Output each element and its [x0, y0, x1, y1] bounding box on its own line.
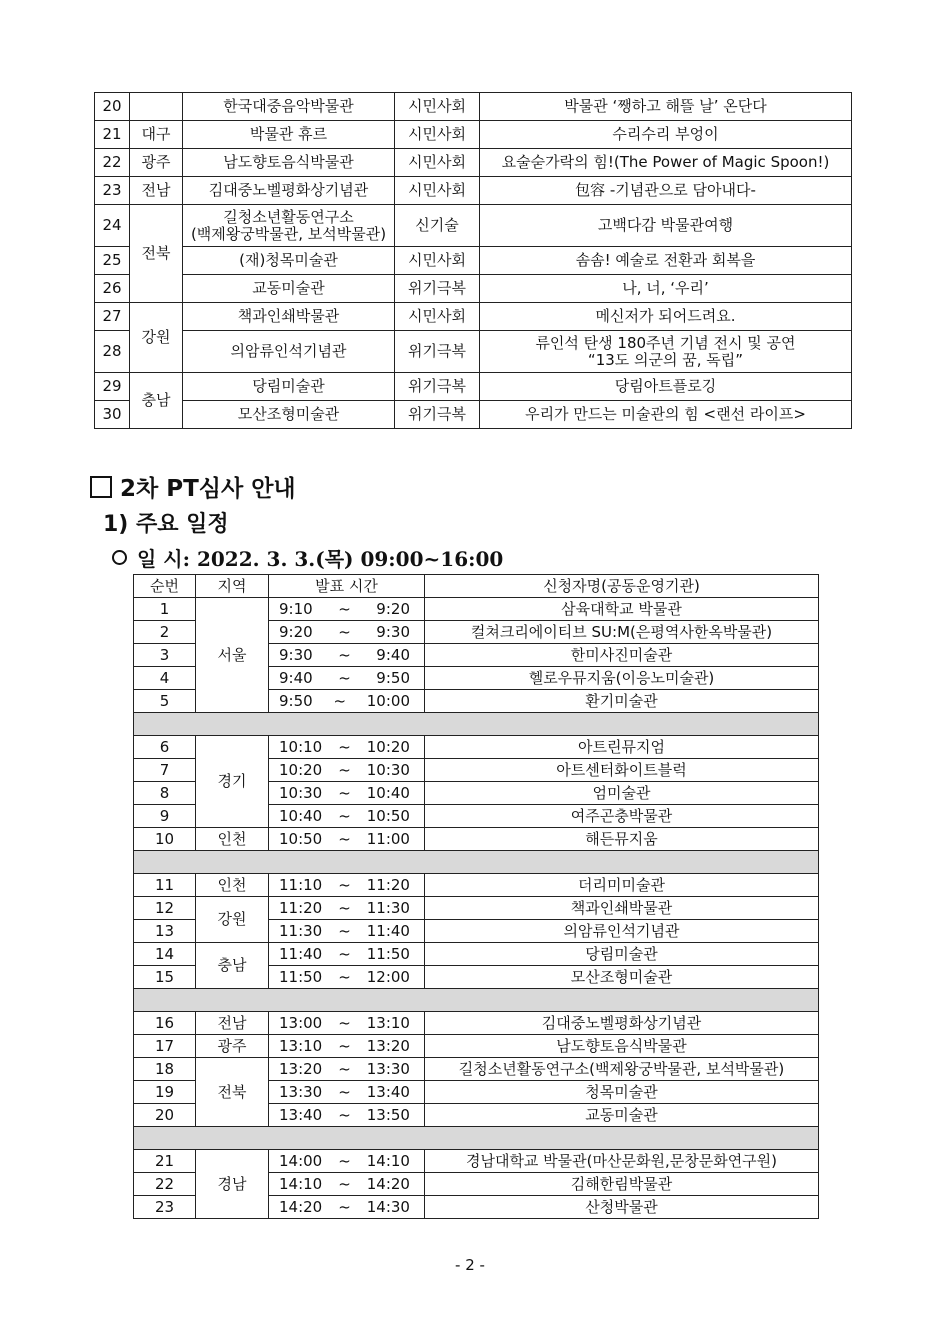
time-cell [269, 690, 425, 713]
program-title: 요술숟가락의 힘!(The Power of Magic Spoon!) [480, 149, 852, 177]
row-number: 12 [134, 897, 196, 920]
time-separator: ~ [338, 1059, 351, 1078]
org-name: 모산조형미술관 [183, 401, 395, 429]
time-separator: ~ [338, 944, 351, 963]
time-end: 13:20 [366, 1036, 410, 1055]
time-range [269, 1199, 424, 1216]
break-cell [134, 1127, 819, 1150]
time-start: 9:10 [279, 599, 313, 618]
schedule-header-row [134, 575, 819, 598]
time-start: 11:10 [279, 875, 323, 894]
time-cell [269, 667, 425, 690]
row-number: 7 [134, 759, 196, 782]
org-name: 경남대학교 박물관(마산문화원,문창문화연구원) [425, 1150, 819, 1173]
schedule-row [134, 1012, 819, 1035]
row-number: 4 [134, 667, 196, 690]
region-cell: 인천 [196, 828, 269, 851]
org-name: 남도향토음식박물관 [183, 149, 395, 177]
page-number: - 2 - [455, 1256, 485, 1274]
row-number: 10 [134, 828, 196, 851]
row-number: 5 [134, 690, 196, 713]
org-name: 길청소년활동연구소(백제왕궁박물관, 보석박물관) [425, 1058, 819, 1081]
time-cell [269, 621, 425, 644]
time-end: 13:30 [366, 1059, 410, 1078]
org-name: 당림미술관 [425, 943, 819, 966]
table-row [95, 121, 852, 149]
time-separator: ~ [338, 645, 351, 664]
schedule-row [134, 1058, 819, 1081]
time-start: 11:50 [279, 967, 323, 986]
time-range [269, 693, 424, 710]
time-cell [269, 920, 425, 943]
time-start: 14:00 [279, 1151, 323, 1170]
time-start: 13:20 [279, 1059, 323, 1078]
row-number: 22 [134, 1173, 196, 1196]
program-title: 당림아트플로깅 [480, 373, 852, 401]
table-row [95, 247, 852, 275]
time-start: 10:50 [279, 829, 323, 848]
org-name: 김대중노벨평화상기념관 [425, 1012, 819, 1035]
table-row [95, 275, 852, 303]
program-title: 우리가 만드는 미술관의 힘 <랜선 라이프> [480, 401, 852, 429]
region-cell: 경남 [196, 1150, 269, 1219]
break-cell [134, 713, 819, 736]
time-cell [269, 1035, 425, 1058]
org-name: 김해한림박물관 [425, 1173, 819, 1196]
region-cell: 충남 [196, 943, 269, 989]
time-end: 10:30 [366, 760, 410, 779]
time-range [269, 946, 424, 963]
time-cell [269, 736, 425, 759]
time-cell [269, 1196, 425, 1219]
time-start: 9:50 [279, 691, 313, 710]
row-number: 6 [134, 736, 196, 759]
time-start: 11:40 [279, 944, 323, 963]
program-title: 메신저가 되어드려요. [480, 303, 852, 331]
time-separator: ~ [338, 783, 351, 802]
row-number: 30 [95, 401, 130, 429]
time-range [269, 969, 424, 986]
time-cell [269, 782, 425, 805]
org-name: 산청박물관 [425, 1196, 819, 1219]
time-separator: ~ [338, 1013, 351, 1032]
time-cell [269, 598, 425, 621]
org-name: 당림미술관 [183, 373, 395, 401]
time-end: 14:10 [366, 1151, 410, 1170]
time-cell [269, 1058, 425, 1081]
org-name: 엄미술관 [425, 782, 819, 805]
row-number: 3 [134, 644, 196, 667]
category: 시민사회 [395, 149, 480, 177]
row-number: 2 [134, 621, 196, 644]
time-end: 14:30 [366, 1197, 410, 1216]
time-cell [269, 759, 425, 782]
time-start: 11:30 [279, 921, 323, 940]
row-number: 16 [134, 1012, 196, 1035]
time-end: 9:20 [376, 599, 410, 618]
time-separator: ~ [338, 921, 351, 940]
org-name: 환기미술관 [425, 690, 819, 713]
time-range [269, 831, 424, 848]
region-cell: 광주 [130, 149, 183, 177]
time-separator: ~ [338, 898, 351, 917]
break-separator-row [134, 989, 819, 1012]
time-end: 9:30 [376, 622, 410, 641]
org-name: 해든뮤지움 [425, 828, 819, 851]
time-start: 14:20 [279, 1197, 323, 1216]
time-cell [269, 1104, 425, 1127]
region-cell: 대구 [130, 121, 183, 149]
org-name: 더리미미술관 [425, 874, 819, 897]
break-separator-row [134, 851, 819, 874]
org-name: 여주곤충박물관 [425, 805, 819, 828]
org-name: 박물관 휴르 [183, 121, 395, 149]
org-name: 교동미술관 [183, 275, 395, 303]
time-start: 10:20 [279, 760, 323, 779]
time-end: 10:50 [366, 806, 410, 825]
time-separator: ~ [338, 875, 351, 894]
table-row [95, 401, 852, 429]
category: 위기극복 [395, 275, 480, 303]
region-cell: 전남 [196, 1012, 269, 1035]
time-start: 10:40 [279, 806, 323, 825]
org-name: 아트린뮤지엄 [425, 736, 819, 759]
time-separator: ~ [338, 760, 351, 779]
org-name: 한국대중음악박물관 [183, 93, 395, 121]
row-number: 8 [134, 782, 196, 805]
org-name: 의암류인석기념관 [183, 331, 395, 373]
category: 위기극복 [395, 401, 480, 429]
schedule-row [134, 1150, 819, 1173]
time-separator: ~ [338, 1105, 351, 1124]
program-title: 솜솜! 예술로 전환과 회복을 [480, 247, 852, 275]
row-number: 28 [95, 331, 130, 373]
row-number: 15 [134, 966, 196, 989]
row-number: 24 [95, 205, 130, 247]
time-start: 11:20 [279, 898, 323, 917]
row-number: 18 [134, 1058, 196, 1081]
checkbox-square-icon [90, 476, 112, 498]
row-number: 25 [95, 247, 130, 275]
row-number: 26 [95, 275, 130, 303]
header-no: 순번 [134, 575, 196, 598]
schedule-row [134, 874, 819, 897]
time-range [269, 647, 424, 664]
section-subtitle: 1) 주요 일정 [103, 512, 229, 537]
time-separator: ~ [338, 737, 351, 756]
table-row [95, 205, 852, 247]
program-title: 고백다감 박물관여행 [480, 205, 852, 247]
time-range [269, 900, 424, 917]
break-cell [134, 851, 819, 874]
time-start: 9:30 [279, 645, 313, 664]
org-name: 길청소년활동연구소 (백제왕궁박물관, 보석박물관) [183, 205, 395, 247]
time-separator: ~ [338, 622, 351, 641]
time-end: 12:00 [366, 967, 410, 986]
table-row [95, 303, 852, 331]
time-separator: ~ [338, 668, 351, 687]
category: 시민사회 [395, 177, 480, 205]
time-separator: ~ [338, 1174, 351, 1193]
time-range [269, 601, 424, 618]
time-range [269, 1107, 424, 1124]
header-region: 지역 [196, 575, 269, 598]
row-number: 1 [134, 598, 196, 621]
org-name: 남도향토음식박물관 [425, 1035, 819, 1058]
time-range [269, 624, 424, 641]
time-separator: ~ [338, 1082, 351, 1101]
time-range [269, 808, 424, 825]
time-range [269, 1015, 424, 1032]
org-name: 한미사진미술관 [425, 644, 819, 667]
region-cell: 인천 [196, 874, 269, 897]
row-number: 29 [95, 373, 130, 401]
section-title: 2차 PT심사 안내 [90, 470, 296, 503]
time-end: 10:00 [366, 691, 410, 710]
time-separator: ~ [338, 806, 351, 825]
schedule-table [133, 574, 819, 1219]
time-range [269, 762, 424, 779]
time-separator: ~ [338, 599, 351, 618]
row-number: 9 [134, 805, 196, 828]
time-end: 10:40 [366, 783, 410, 802]
row-number: 23 [134, 1196, 196, 1219]
org-name: 컬쳐크리에이티브 SU:M(은평역사한옥박물관) [425, 621, 819, 644]
time-end: 11:20 [366, 875, 410, 894]
region-cell: 강원 [130, 303, 183, 373]
time-cell [269, 966, 425, 989]
row-number: 17 [134, 1035, 196, 1058]
time-cell [269, 897, 425, 920]
region-cell: 서울 [196, 598, 269, 713]
region-cell: 전북 [196, 1058, 269, 1127]
region-cell: 경기 [196, 736, 269, 828]
time-start: 10:30 [279, 783, 323, 802]
time-range [269, 1153, 424, 1170]
time-end: 13:10 [366, 1013, 410, 1032]
region-cell: 강원 [196, 897, 269, 943]
table-row [95, 149, 852, 177]
break-separator-row [134, 713, 819, 736]
time-cell [269, 1081, 425, 1104]
time-end: 9:40 [376, 645, 410, 664]
time-separator: ~ [338, 829, 351, 848]
program-title: 包容 -기념관으로 담아내다- [480, 177, 852, 205]
row-number: 19 [134, 1081, 196, 1104]
program-title: 수리수리 부엉이 [480, 121, 852, 149]
time-end: 14:20 [366, 1174, 410, 1193]
time-end: 10:20 [366, 737, 410, 756]
region-cell: 전남 [130, 177, 183, 205]
category: 신기술 [395, 205, 480, 247]
time-range [269, 923, 424, 940]
time-cell [269, 828, 425, 851]
table-row [95, 177, 852, 205]
org-name: 삼육대학교 박물관 [425, 598, 819, 621]
category: 위기극복 [395, 331, 480, 373]
category: 시민사회 [395, 247, 480, 275]
row-number: 11 [134, 874, 196, 897]
time-separator: ~ [338, 967, 351, 986]
region-cell: 광주 [196, 1035, 269, 1058]
program-title: 나, 너, ‘우리’ [480, 275, 852, 303]
org-name: (재)청목미술관 [183, 247, 395, 275]
time-start: 14:10 [279, 1174, 323, 1193]
org-name: 책과인쇄박물관 [183, 303, 395, 331]
org-name: 책과인쇄박물관 [425, 897, 819, 920]
time-cell [269, 874, 425, 897]
time-cell [269, 1012, 425, 1035]
category: 시민사회 [395, 303, 480, 331]
category: 시민사회 [395, 93, 480, 121]
org-name: 모산조형미술관 [425, 966, 819, 989]
time-range [269, 1084, 424, 1101]
time-end: 9:50 [376, 668, 410, 687]
row-number: 27 [95, 303, 130, 331]
time-separator: ~ [338, 1036, 351, 1055]
category: 위기극복 [395, 373, 480, 401]
time-range [269, 1176, 424, 1193]
schedule-row [134, 828, 819, 851]
row-number: 21 [95, 121, 130, 149]
time-cell [269, 1173, 425, 1196]
schedule-row [134, 943, 819, 966]
time-cell [269, 805, 425, 828]
time-separator: ~ [333, 691, 347, 710]
region-cell: 충남 [130, 373, 183, 429]
table-row [95, 93, 852, 121]
org-name: 의암류인석기념관 [425, 920, 819, 943]
time-end: 13:50 [366, 1105, 410, 1124]
time-range [269, 1061, 424, 1078]
time-range [269, 877, 424, 894]
row-number: 20 [134, 1104, 196, 1127]
row-number: 20 [95, 93, 130, 121]
program-title: 박물관 ‘쨍하고 해뜰 날’ 온단다 [480, 93, 852, 121]
schedule-row [134, 598, 819, 621]
org-name: 교동미술관 [425, 1104, 819, 1127]
row-number: 22 [95, 149, 130, 177]
time-cell [269, 943, 425, 966]
time-start: 13:30 [279, 1082, 323, 1101]
org-name: 헬로우뮤지움(이응노미술관) [425, 667, 819, 690]
row-number: 23 [95, 177, 130, 205]
category: 시민사회 [395, 121, 480, 149]
schedule-row [134, 736, 819, 759]
time-start: 9:40 [279, 668, 313, 687]
time-end: 11:40 [366, 921, 410, 940]
program-table [94, 92, 852, 429]
time-start: 13:00 [279, 1013, 323, 1032]
time-start: 13:40 [279, 1105, 323, 1124]
row-number: 13 [134, 920, 196, 943]
time-end: 11:00 [366, 829, 410, 848]
org-name: 청목미술관 [425, 1081, 819, 1104]
time-start: 10:10 [279, 737, 323, 756]
time-range [269, 1038, 424, 1055]
table-row [95, 373, 852, 401]
program-title: 류인석 탄생 180주년 기념 전시 및 공연 “13도 의군의 꿈, 독립” [480, 331, 852, 373]
header-time: 발표 시간 [269, 575, 425, 598]
time-end: 11:30 [366, 898, 410, 917]
org-name: 아트센터화이트블럭 [425, 759, 819, 782]
time-separator: ~ [338, 1151, 351, 1170]
date-line: 일 시: 2022. 3. 3.(목) 09:00~16:00 [112, 543, 503, 572]
time-end: 11:50 [366, 944, 410, 963]
break-separator-row [134, 1127, 819, 1150]
row-number: 14 [134, 943, 196, 966]
time-cell [269, 1150, 425, 1173]
schedule-row [134, 1035, 819, 1058]
table-row [95, 331, 852, 373]
time-cell [269, 644, 425, 667]
time-start: 13:10 [279, 1036, 323, 1055]
org-name: 김대중노벨평화상기념관 [183, 177, 395, 205]
region-cell [130, 93, 183, 121]
break-cell [134, 989, 819, 1012]
row-number: 21 [134, 1150, 196, 1173]
header-org: 신청자명(공동운영기관) [425, 575, 819, 598]
schedule-row [134, 897, 819, 920]
time-end: 13:40 [366, 1082, 410, 1101]
time-separator: ~ [338, 1197, 351, 1216]
time-range [269, 785, 424, 802]
circle-bullet-icon [112, 550, 127, 565]
region-cell: 전북 [130, 205, 183, 303]
time-range [269, 670, 424, 687]
time-start: 9:20 [279, 622, 313, 641]
time-range [269, 739, 424, 756]
